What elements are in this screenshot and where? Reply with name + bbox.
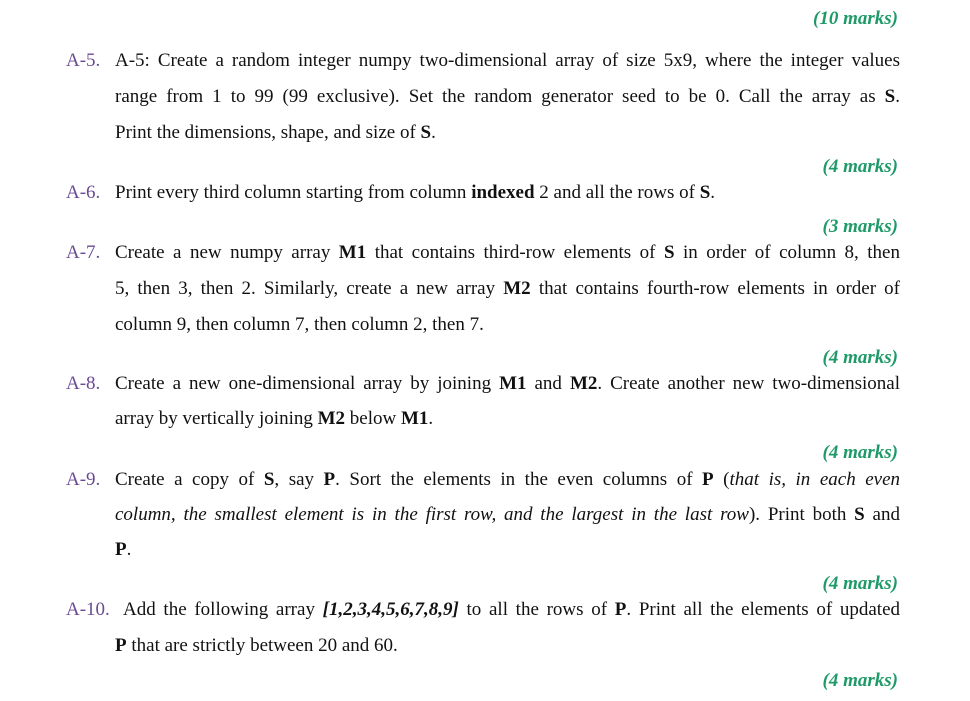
marks-a7: (4 marks) [822,347,898,368]
a5-line-1: A-5: Create a random integer numpy two-dimensional array of size 5x9, where the integer values [115,50,900,71]
a6-line-1: Print every third column starting from column indexed 2 and all the rows of S. [115,182,716,203]
a7-line-2: 5, then 3, then 2. Similarly, create a new array M2 that contains fourth-row elements in order of [115,278,900,299]
a5-line-3: Print the dimensions, shape, and size of S. [115,122,436,143]
a9-line-1: Create a copy of S, say P. Sort the elements in the even columns of P (that is, in each even [115,469,901,490]
marks-a9: (4 marks) [822,573,898,594]
a8-line-1: Create a new one-dimensional array by joining M1 and M2. Create another new two-dimensional [115,373,900,394]
question-number-a9: A-9. [66,469,101,490]
marks-a10: (4 marks) [822,670,898,691]
question-number-a8: A-8. [66,373,101,394]
question-number-a7: A-7. [66,242,101,263]
a8-line-2: array by vertically joining M2 below M1. [115,408,434,429]
a5-line-2: range from 1 to 99 (99 exclusive). Set the random generator seed to be 0. Call the array as S. [115,86,900,107]
marks-a5: (4 marks) [822,156,898,177]
a9-line-3: P. [115,539,132,560]
question-number-a6: A-6. [66,182,101,203]
marks-a6: (3 marks) [822,216,898,237]
a10-line-2: P that are strictly between 20 and 60. [115,635,398,656]
a7-line-1: Create a new numpy array M1 that contains third-row elements of S in order of column 8, then [115,242,900,263]
marks-top: (10 marks) [813,8,898,29]
marks-a8: (4 marks) [822,442,898,463]
a10-line-1: Add the following array [1,2,3,4,5,6,7,8,9] to all the rows of P. Print all the elements of updated [123,599,901,620]
a9-line-2: column, the smallest element is in the first row, and the largest in the last row). Print both S and [115,504,900,525]
question-number-a10: A-10. [66,599,110,620]
a7-line-3: column 9, then column 7, then column 2, then 7. [115,314,484,335]
question-number-a5: A-5. [66,50,101,71]
